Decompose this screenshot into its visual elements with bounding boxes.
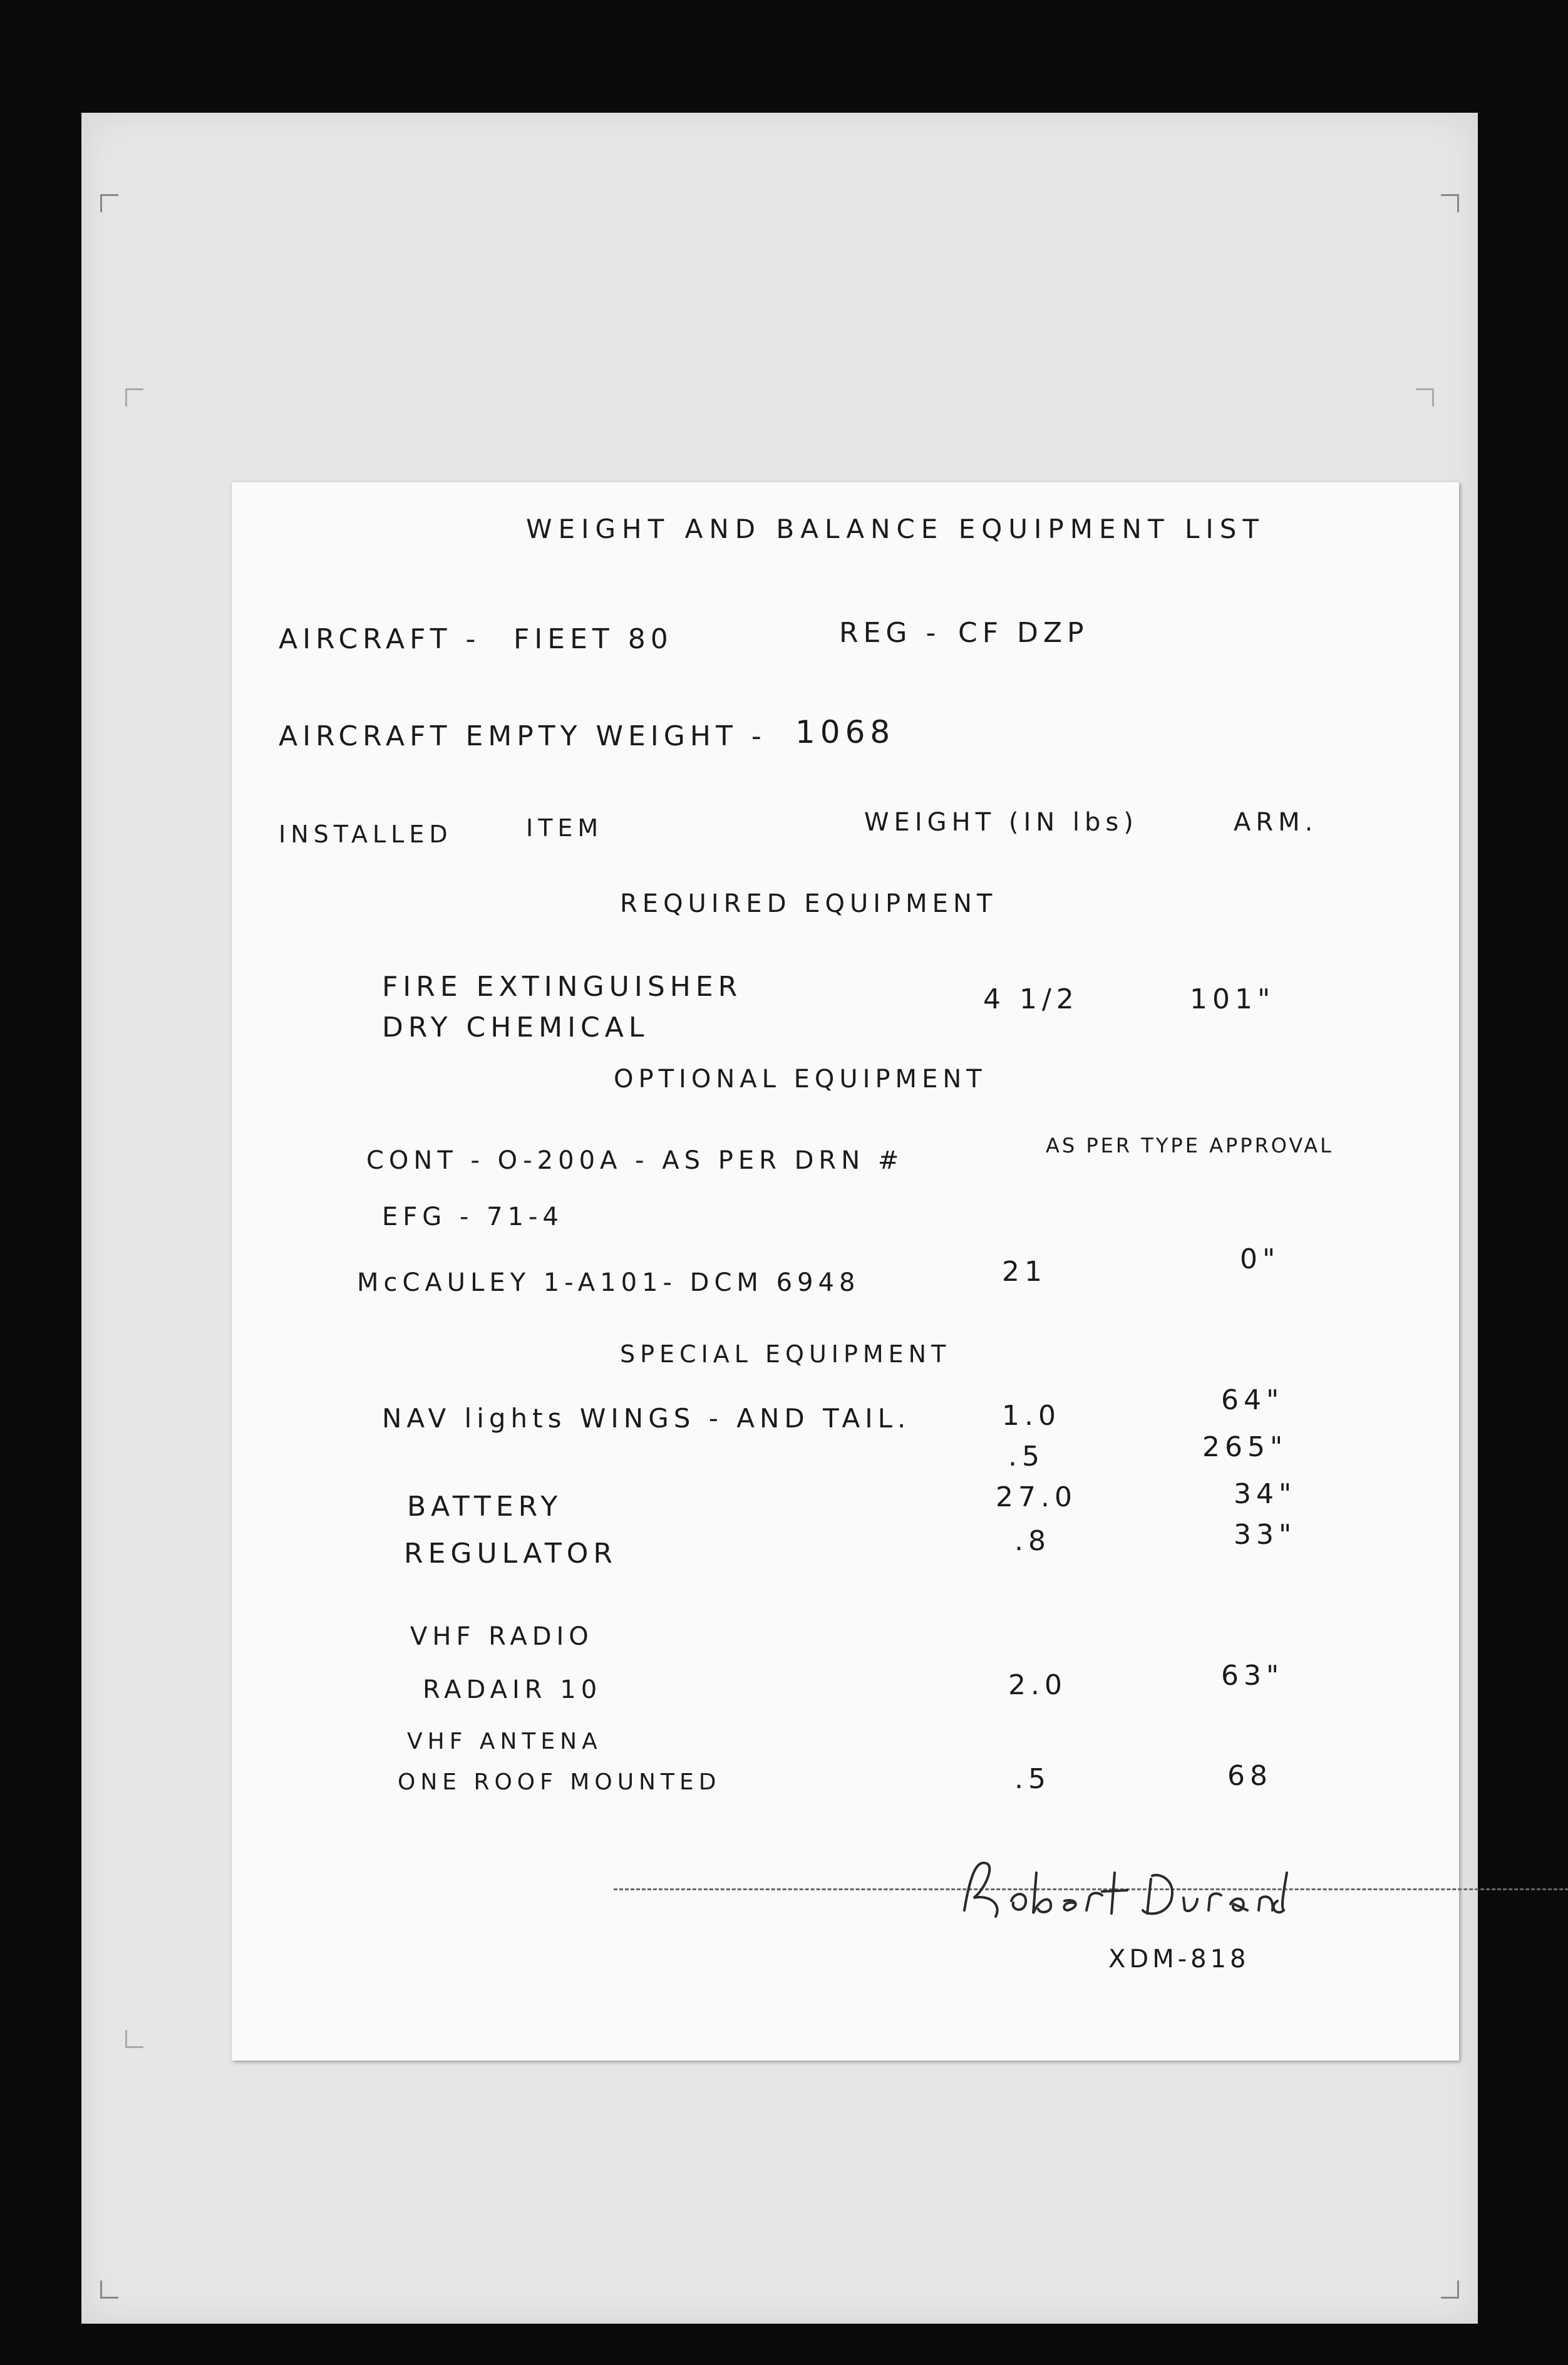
header-installed: INSTALLED (279, 820, 453, 848)
regulator-item: REGULATOR (404, 1538, 617, 1570)
antenna-item: VHF ANTENA (407, 1729, 602, 1754)
propeller-arm: 0" (1240, 1243, 1281, 1275)
regulator-weight: .8 (1014, 1525, 1051, 1557)
radair-weight: 2.0 (1008, 1669, 1067, 1701)
battery-arm: 34" (1234, 1478, 1297, 1510)
fire-extinguisher-line2: DRY CHEMICAL (382, 1012, 649, 1043)
aircraft-label: AIRCRAFT - (279, 623, 481, 655)
crop-mark (100, 2280, 118, 2299)
nav-lights-arm-2: 265" (1202, 1431, 1288, 1463)
nav-lights-arm-1: 64" (1221, 1384, 1284, 1416)
registration-value: CF DZP (958, 617, 1089, 649)
empty-weight-label: AIRCRAFT EMPTY WEIGHT - (279, 720, 766, 752)
radair-arm: 63" (1221, 1660, 1284, 1692)
engine-approval-note: AS PER TYPE APPROVAL (1046, 1134, 1334, 1157)
empty-weight-value: 1068 (795, 714, 895, 750)
fire-extinguisher-arm: 101" (1190, 983, 1276, 1015)
antenna-arm: 68 (1227, 1760, 1272, 1792)
crop-mark (100, 194, 118, 212)
nav-lights-weight-2: .5 (1008, 1441, 1044, 1472)
propeller-weight: 21 (1002, 1256, 1047, 1288)
antenna-weight: .5 (1014, 1763, 1051, 1795)
signature-mark (952, 1848, 1302, 1935)
vhf-radio-item: VHF RADIO (410, 1622, 594, 1651)
battery-weight: 27.0 (996, 1481, 1077, 1513)
header-arm: ARM. (1234, 808, 1318, 837)
crop-mark (125, 2030, 143, 2048)
section-optional: OPTIONAL EQUIPMENT (614, 1065, 987, 1094)
antenna-mount: ONE ROOF MOUNTED (398, 1769, 721, 1795)
nav-lights-item: NAV lights WINGS - AND TAIL. (382, 1403, 911, 1434)
crop-mark (1416, 388, 1434, 406)
propeller-item: McCAULEY 1-A101- DCM 6948 (357, 1268, 860, 1297)
header-weight: WEIGHT (IN lbs) (864, 808, 1138, 837)
crop-mark (1441, 2280, 1459, 2299)
aircraft-value: FIEET 80 (513, 623, 673, 655)
fire-extinguisher-line1: FIRE EXTINGUISHER (382, 971, 743, 1003)
document-title: WEIGHT AND BALANCE EQUIPMENT LIST (526, 514, 1266, 544)
equipment-list-sheet (232, 482, 1459, 2061)
radair-item: RADAIR 10 (423, 1675, 602, 1704)
engine-line1: CONT - O-200A - AS PER DRN # (366, 1146, 904, 1175)
nav-lights-weight-1: 1.0 (1002, 1400, 1061, 1432)
section-required: REQUIRED EQUIPMENT (620, 889, 998, 918)
section-special: SPECIAL EQUIPMENT (620, 1340, 951, 1368)
registration-label: REG - (839, 617, 941, 649)
header-item: ITEM (526, 814, 604, 842)
battery-item: BATTERY (407, 1491, 563, 1523)
crop-mark (1441, 194, 1459, 212)
fire-extinguisher-weight: 4 1/2 (983, 983, 1079, 1015)
document-reference: XDM-818 (1108, 1945, 1250, 1974)
crop-mark (125, 388, 143, 406)
engine-line2: EFG - 71-4 (382, 1203, 564, 1231)
regulator-arm: 33" (1234, 1519, 1297, 1551)
